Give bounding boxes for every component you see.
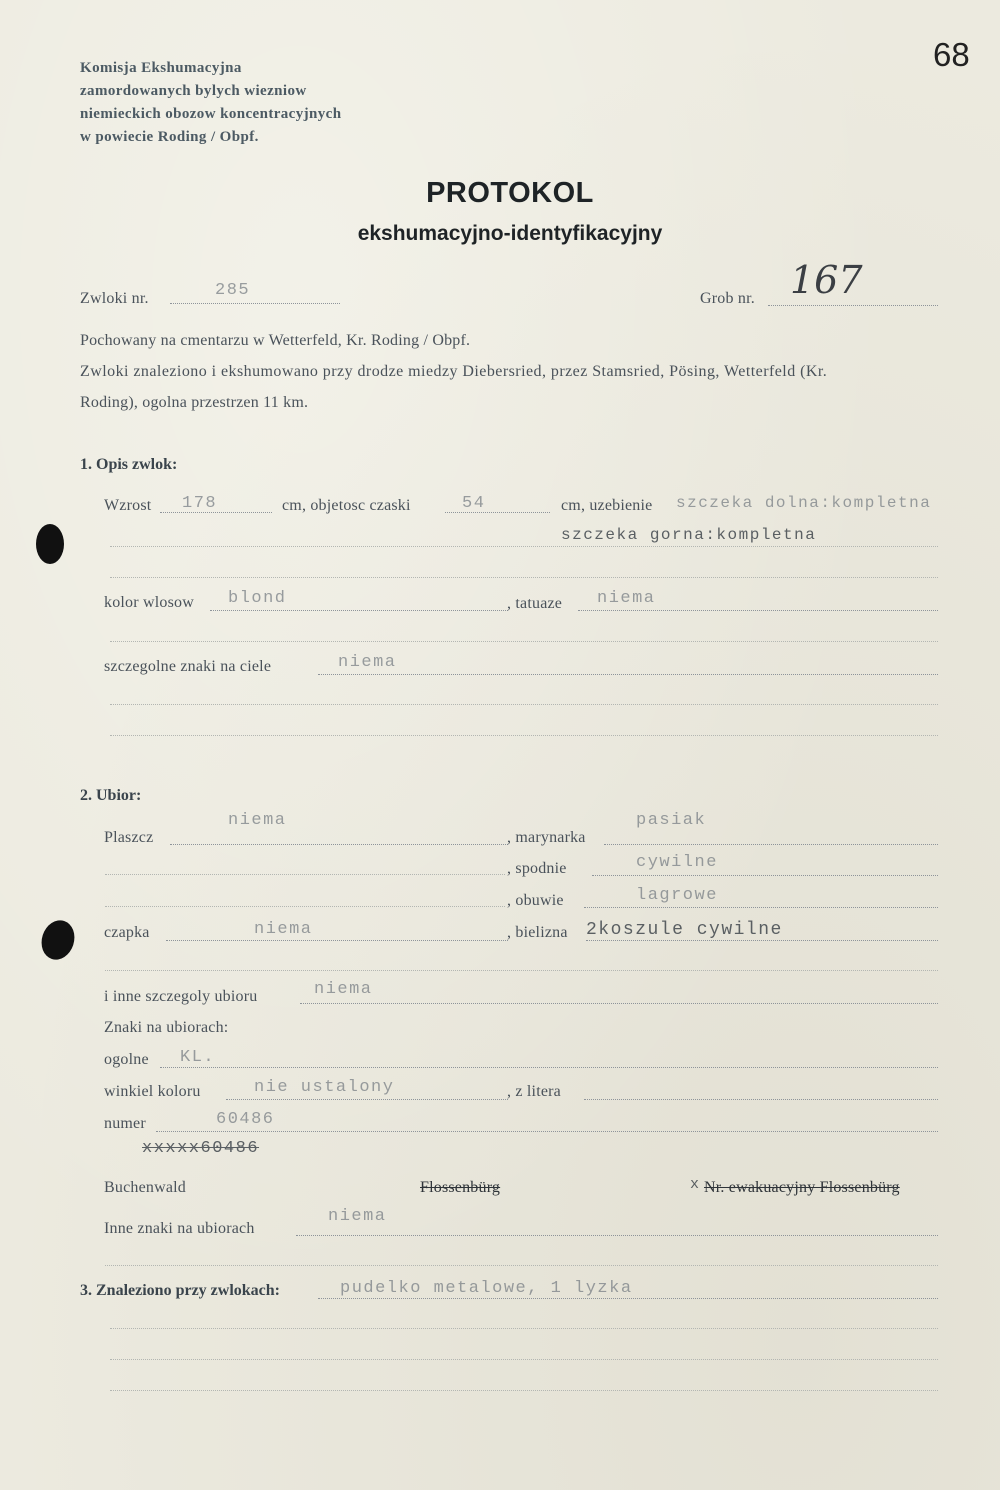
- blank-line: [110, 704, 938, 705]
- blank-line: [105, 874, 505, 875]
- triangle-color-label: winkiel koloru: [104, 1083, 201, 1100]
- skull-volume-line: [445, 512, 550, 513]
- general-marks-line: [160, 1067, 938, 1068]
- height-value: 178: [182, 494, 218, 513]
- corpse-number-label: Zwloki nr.: [80, 290, 149, 307]
- body-marks-line: [318, 674, 938, 675]
- camp-buchenwald: Buchenwald: [104, 1179, 186, 1196]
- evacuation-number-label: Nr. ewakuacyjny Flossenbürg: [704, 1179, 900, 1196]
- other-clothing-marks-line: [296, 1235, 938, 1236]
- jacket-line: [604, 844, 938, 845]
- blank-line: [110, 577, 938, 578]
- coat-line: [170, 844, 508, 845]
- letter-line: [584, 1099, 938, 1100]
- section-clothing-title: 2. Ubior:: [80, 787, 142, 804]
- blank-line: [110, 641, 938, 642]
- corpse-number-value: 285: [215, 281, 251, 300]
- burial-place-text: Pochowany na cmentarzu w Wetterfeld, Kr. Roding / Obpf.: [80, 332, 471, 349]
- blank-line: [105, 970, 938, 971]
- blank-line: [110, 1359, 938, 1360]
- punch-hole: [36, 524, 64, 564]
- coat-value: niema: [228, 811, 287, 830]
- grave-number-value: 167: [790, 258, 863, 302]
- grave-number-label: Grob nr.: [700, 290, 755, 307]
- document-title: PROTOKOL: [426, 177, 594, 209]
- hair-color-line: [210, 610, 508, 611]
- coat-label: Plaszcz: [104, 829, 154, 846]
- cap-value: niema: [254, 920, 313, 939]
- height-label: Wzrost: [104, 497, 152, 514]
- shoes-label: , obuwie: [507, 892, 564, 909]
- blank-line: [110, 1328, 938, 1329]
- page-number: 68: [933, 36, 970, 73]
- underwear-value: 2koszule cywilne: [586, 920, 783, 940]
- other-clothing-details-line: [300, 1003, 938, 1004]
- camp-flossenburg: Flossenbürg: [420, 1179, 501, 1196]
- blank-line: [110, 1390, 938, 1391]
- commission-header: [80, 57, 341, 149]
- tattoo-value: niema: [597, 589, 656, 608]
- hair-color-value: blond: [228, 589, 287, 608]
- blank-line: [105, 906, 505, 907]
- section-body-description-title: 1. Opis zwlok:: [80, 456, 178, 473]
- other-clothing-details-value: niema: [314, 980, 373, 999]
- grave-number-line: [768, 305, 938, 306]
- shoes-value: lagrowe: [636, 886, 718, 905]
- punch-hole: [37, 916, 80, 964]
- teeth-lower-value: szczeka dolna:kompletna: [676, 494, 932, 512]
- evacuation-prefix: x: [690, 1176, 701, 1193]
- cap-label: czapka: [104, 924, 150, 941]
- jacket-value: pasiak: [636, 811, 707, 830]
- found-location-text-2: Roding), ogolna przestrzen 11 km.: [80, 394, 309, 411]
- body-marks-value: niema: [338, 653, 397, 672]
- tattoo-line: [578, 610, 938, 611]
- other-clothing-details-label: i inne szczegoly ubioru: [104, 988, 258, 1005]
- section-items-found-title: 3. Znaleziono przy zwlokach:: [80, 1282, 280, 1299]
- corpse-number-line: [170, 303, 340, 304]
- commission-line: w powiecie Roding / Obpf.: [80, 129, 259, 145]
- triangle-color-value: nie ustalony: [254, 1078, 395, 1097]
- teeth-label: cm, uzebienie: [561, 497, 653, 514]
- document-subtitle: ekshumacyjno-identyfikacyjny: [357, 222, 663, 245]
- skull-volume-label: cm, objetosc czaski: [282, 497, 411, 514]
- number-extra-value: xxxxx60486: [142, 1139, 260, 1158]
- underwear-label: , bielizna: [507, 924, 568, 941]
- trousers-label: , spodnie: [507, 860, 567, 877]
- triangle-color-line: [226, 1099, 508, 1100]
- trousers-line: [592, 875, 938, 876]
- teeth-upper-value: szczeka gorna:kompletna: [561, 526, 817, 544]
- skull-volume-value: 54: [462, 494, 486, 513]
- commission-line: niemieckich obozow koncentracyjnych: [80, 106, 342, 122]
- other-clothing-marks-label: Inne znaki na ubiorach: [104, 1220, 255, 1237]
- blank-line: [105, 1265, 938, 1266]
- underwear-line: [586, 940, 938, 941]
- blank-line: [110, 735, 938, 736]
- general-marks-label: ogolne: [104, 1051, 149, 1068]
- general-marks-value: KL.: [180, 1048, 216, 1067]
- found-location-text: Zwloki znaleziono i ekshumowano przy drodze miedzy Diebersried, przez Stamsried, Pösing, Wetterfeld (Kr.: [80, 363, 828, 380]
- number-value: 60486: [216, 1110, 275, 1129]
- number-label: numer: [104, 1115, 146, 1132]
- number-line: [156, 1131, 938, 1132]
- body-marks-label: szczegolne znaki na ciele: [104, 658, 272, 675]
- items-found-value: pudelko metalowe, 1 lyzka: [340, 1279, 633, 1298]
- hair-color-label: kolor wlosow: [104, 594, 194, 611]
- jacket-label: , marynarka: [507, 829, 586, 846]
- commission-line: zamordowanych bylych wiezniow: [80, 83, 307, 99]
- other-clothing-marks-value: niema: [328, 1207, 387, 1226]
- shoes-line: [584, 907, 938, 908]
- tattoo-label: , tatuaze: [507, 595, 563, 612]
- teeth-line: [110, 546, 938, 547]
- commission-line: Komisja Ekshumacyjna: [80, 60, 242, 76]
- items-found-line: [318, 1298, 938, 1299]
- clothing-marks-heading: Znaki na ubiorach:: [104, 1019, 229, 1036]
- cap-line: [166, 940, 508, 941]
- trousers-value: cywilne: [636, 853, 718, 872]
- letter-label: , z litera: [507, 1083, 561, 1100]
